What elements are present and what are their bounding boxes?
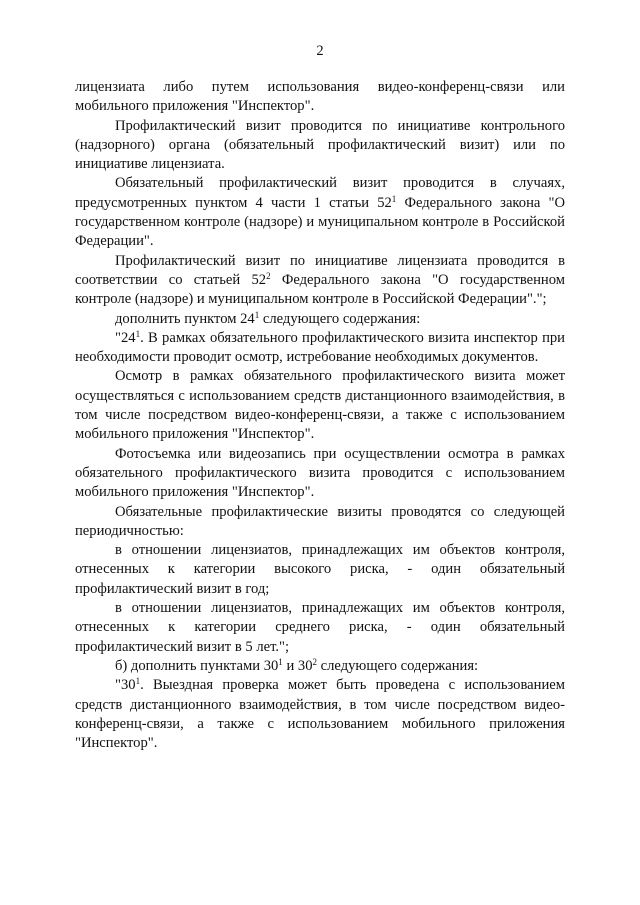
paragraph-text: Профилактический визит проводится по инициативе контрольного (надзорного) органа (обязательный профилактический визит) или по инициативе лицензиата.	[75, 117, 565, 173]
superscript: 1	[391, 193, 397, 204]
paragraph-text: "24	[115, 329, 136, 346]
paragraph	[75, 252, 565, 310]
paragraph	[75, 657, 565, 676]
paragraph	[75, 310, 565, 329]
paragraph-text: и 30	[282, 657, 313, 674]
superscript: 2	[266, 270, 271, 281]
superscript: 1	[135, 328, 141, 339]
paragraph-text: следующего содержания:	[317, 657, 479, 674]
paragraph	[75, 541, 565, 599]
paragraph	[75, 503, 565, 542]
paragraph-text: в отношении лицензиатов, принадлежащих им объектов контроля, отнесенных к категории среднего риска, - один обязательный профилактический визит в 5 лет.";	[75, 600, 565, 655]
paragraph	[75, 174, 565, 251]
paragraph-text: лицензиата либо путем использования видео-конференц-связи или мобильного приложения "Инспектор".	[75, 79, 565, 115]
paragraph-text: следующего содержания:	[259, 310, 421, 327]
paragraph-text: Профилактический визит по инициативе лицензиата проводится в соответствии со статьей 52	[75, 252, 565, 288]
superscript: 1	[278, 656, 283, 667]
paragraph	[75, 445, 565, 503]
superscript: 1	[254, 309, 260, 320]
paragraph	[75, 329, 565, 368]
paragraph-text: Федерального закона "О государственном контроле (надзоре) и муниципальном контроле в Российской Федерации".	[75, 194, 566, 250]
paragraph-text: Осмотр в рамках обязательного профилактического визита может осуществляться с использованием средств дистанционного взаимодействия, в том числе посредством видео-конференц-связи, а также с использованием мобильного приложения "Инспектор".	[75, 368, 565, 443]
page-number: 2	[316, 43, 324, 59]
paragraph	[75, 676, 565, 753]
paragraph-text: б) дополнить пунктами 30	[115, 657, 279, 674]
paragraph	[75, 599, 565, 657]
superscript: 2	[312, 656, 317, 667]
paragraph-text: . Выездная проверка может быть проведена с использованием средств дистанционного взаимодействия, в том числе посредством видео-конференц-связи, а также с использованием мобильного приложения "Инспектор".	[75, 677, 565, 752]
paragraph-text: дополнить пунктом 24	[115, 310, 255, 327]
document-body	[75, 78, 565, 753]
paragraph-text: в отношении лицензиатов, принадлежащих им объектов контроля, отнесенных к категории высокого риска, - один обязательный профилактический визит в год;	[75, 542, 565, 597]
paragraph-text: Обязательный профилактический визит проводится в случаях, предусмотренных пунктом 4 части 1 статьи 52	[75, 175, 565, 211]
paragraph-text: . В рамках обязательного профилактического визита инспектор при необходимости проводит осмотр, истребование необходимых документов.	[75, 329, 565, 366]
superscript: 1	[135, 676, 141, 687]
paragraph-text: Обязательные профилактические визиты проводятся со следующей периодичностью:	[75, 503, 565, 539]
paragraph	[75, 78, 565, 117]
paragraph-text: Федерального закона "О государственном контроле (надзоре) и муниципальном контроле в Российской Федерации".";	[75, 271, 565, 308]
paragraph	[75, 117, 565, 175]
paragraph-text: "30	[115, 677, 136, 694]
paragraph	[75, 367, 565, 444]
paragraph-text: Фотосъемка или видеозапись при осуществлении осмотра в рамках обязательного профилактического визита проводится с использованием мобильного приложения "Инспектор".	[75, 445, 565, 501]
